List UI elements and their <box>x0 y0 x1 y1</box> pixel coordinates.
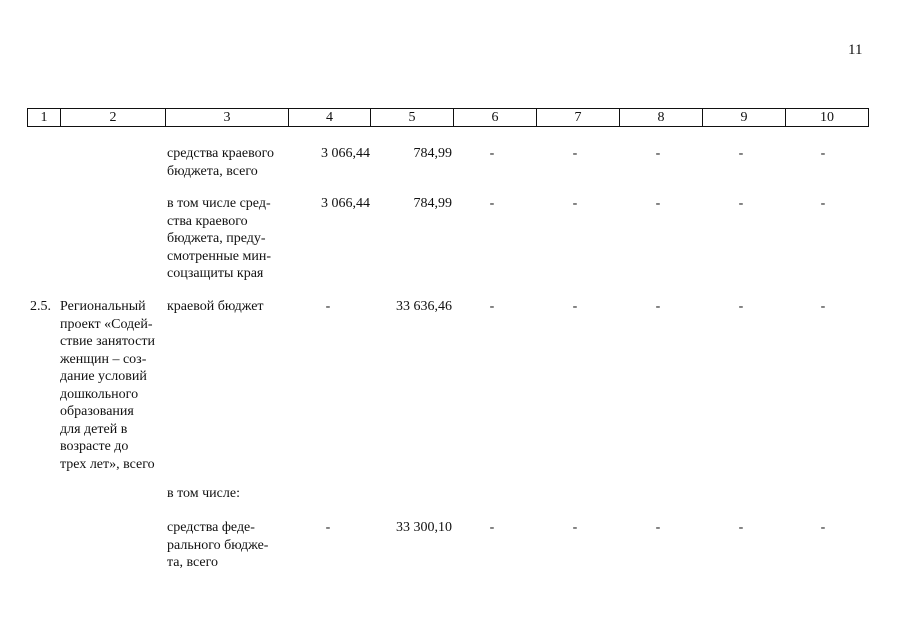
source-line: смотренные мин- <box>167 248 272 264</box>
value-col-5: 33 300,10 <box>396 520 452 535</box>
row-number: 2.5. <box>30 299 51 314</box>
value-col-4: - <box>325 299 331 314</box>
table-row-source <box>167 145 287 180</box>
table-row-source <box>167 298 287 316</box>
value-col-7: - <box>572 196 578 211</box>
value-col-8: - <box>655 196 661 211</box>
source-line: рального бюдже- <box>167 537 269 553</box>
value-col-4: 3 066,44 <box>321 196 370 211</box>
source-line: средства феде- <box>167 520 255 535</box>
value-col-10: - <box>820 299 826 314</box>
table-row-source <box>167 519 287 572</box>
header-col-3: 3 <box>166 109 289 127</box>
name-line: проект «Содей- <box>60 316 153 332</box>
page-number: 11 <box>848 42 863 58</box>
source-line: ства краевого <box>167 213 248 229</box>
value-col-8: - <box>655 520 661 535</box>
table-row-source <box>167 195 287 283</box>
header-col-4: 4 <box>289 109 371 127</box>
header-col-8: 8 <box>620 109 703 127</box>
value-col-7: - <box>572 520 578 535</box>
value-col-4: - <box>325 520 331 535</box>
header-col-9: 9 <box>703 109 786 127</box>
source-line: соцзащиты края <box>167 266 264 281</box>
value-col-7: - <box>572 146 578 161</box>
name-line: образования <box>60 404 134 419</box>
header-col-7: 7 <box>537 109 620 127</box>
source-line: бюджета, всего <box>167 163 258 179</box>
value-col-9: - <box>738 196 744 211</box>
name-line: трех лет», всего <box>60 456 155 472</box>
value-col-10: - <box>820 520 826 535</box>
source-line: бюджета, преду- <box>167 231 266 246</box>
value-col-5: 33 636,46 <box>396 299 452 314</box>
source-line: в том числе сред- <box>167 196 271 211</box>
value-col-9: - <box>738 299 744 314</box>
value-col-6: - <box>489 196 495 211</box>
source-line: в том числе: <box>167 486 240 501</box>
value-col-9: - <box>738 146 744 161</box>
value-col-10: - <box>820 146 826 161</box>
header-col-2: 2 <box>61 109 166 127</box>
column-number-header <box>27 108 869 127</box>
name-line: ствие занятости <box>60 334 155 349</box>
table-row-source <box>167 485 287 503</box>
value-col-6: - <box>489 146 495 161</box>
header-col-6: 6 <box>454 109 537 127</box>
source-line: средства краевого <box>167 146 274 161</box>
value-col-8: - <box>655 146 661 161</box>
value-col-6: - <box>489 520 495 535</box>
value-col-4: 3 066,44 <box>321 146 370 161</box>
source-line: краевой бюджет <box>167 299 264 314</box>
source-line: та, всего <box>167 555 219 570</box>
name-line: дошкольного <box>60 386 139 402</box>
name-line: дание условий <box>60 369 147 384</box>
value-col-7: - <box>572 299 578 314</box>
value-col-5: 784,99 <box>413 196 452 211</box>
value-col-9: - <box>738 520 744 535</box>
name-line: для детей в <box>60 421 128 437</box>
name-line: женщин – соз- <box>60 351 147 367</box>
value-col-5: 784,99 <box>413 146 452 161</box>
value-col-6: - <box>489 299 495 314</box>
header-col-5: 5 <box>371 109 454 127</box>
table-row-name <box>60 298 163 473</box>
value-col-10: - <box>820 196 826 211</box>
value-col-8: - <box>655 299 661 314</box>
header-col-10: 10 <box>786 109 869 127</box>
name-line: Региональный <box>60 299 146 314</box>
header-col-1: 1 <box>28 109 61 127</box>
name-line: возрасте до <box>60 439 129 454</box>
